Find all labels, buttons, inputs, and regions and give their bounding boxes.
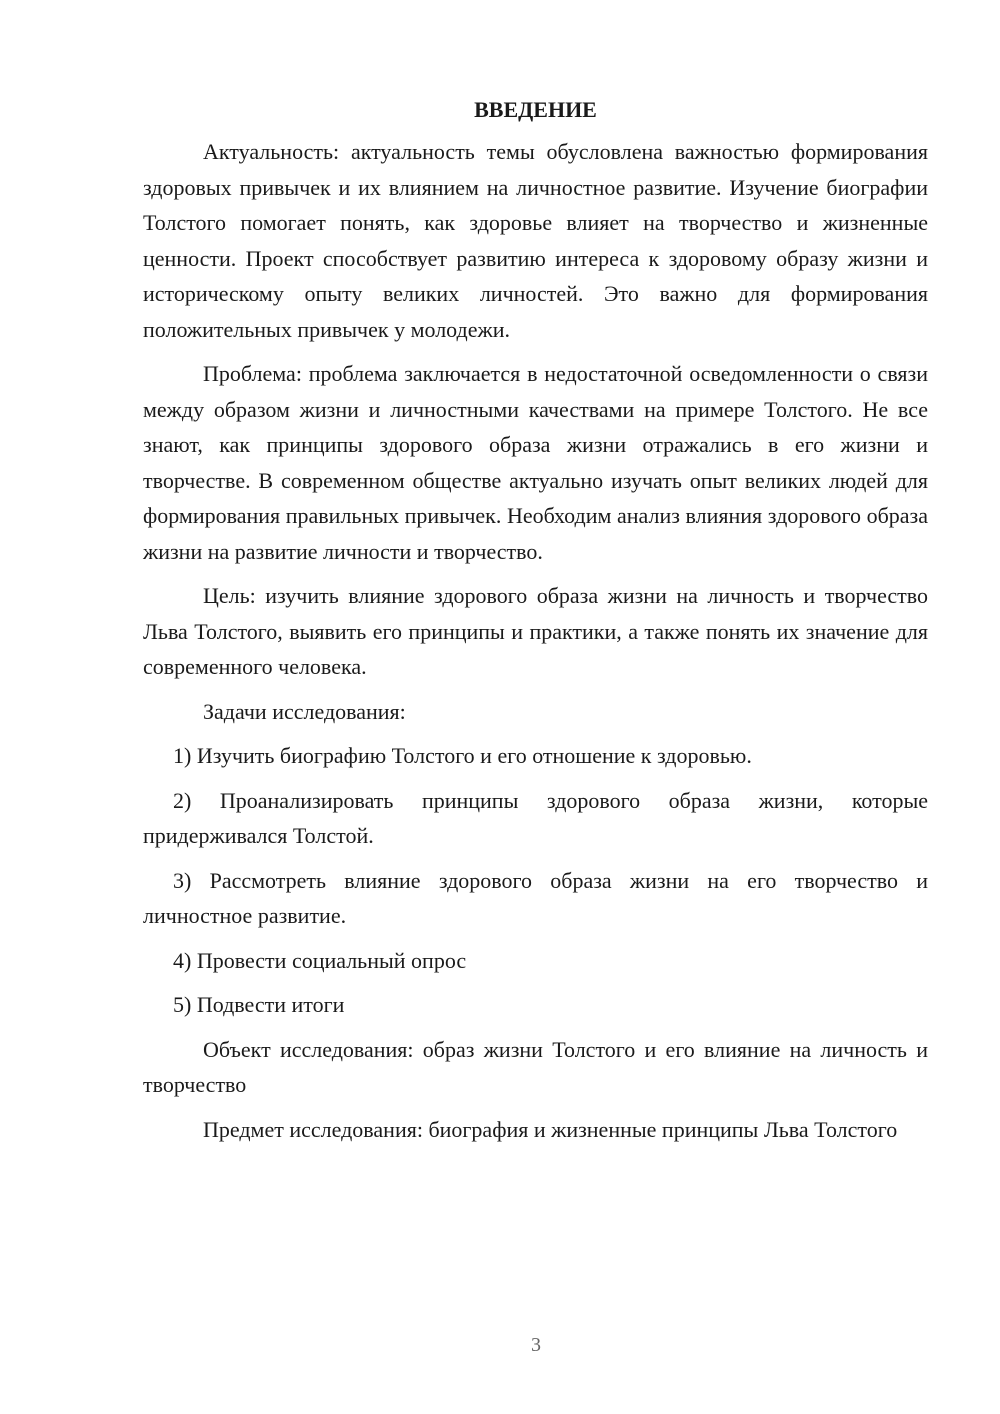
- task-item: 4) Провести социальный опрос: [173, 947, 467, 973]
- problem-paragraph: Проблема: проблема заключается в недостаточной осведомленности о связи между образом жизни и личностными качествами на примере Толстого. Не все знают, как принципы здорового образа жизни отражались в его жизни и творчестве. В современном обществе актуально изучать опыт великих людей для формирования правильных привычек. Необходим анализ влияния здорового образа жизни на развитие личности и творчество.: [143, 361, 928, 564]
- task-item: 2) Проанализировать принципы здорового образа жизни, которые придерживался Толстой.: [143, 787, 928, 848]
- page-title: ВВЕДЕНИЕ: [474, 97, 597, 122]
- goal-paragraph: Цель: изучить влияние здорового образа жизни на личность и творчество Льва Толстого, выявить его принципы и практики, а также понять их значение для современного человека.: [143, 583, 928, 679]
- task-item: 1) Изучить биографию Толстого и его отношение к здоровью.: [173, 743, 752, 768]
- relevance-paragraph: Актуальность: актуальность темы обусловлена важностью формирования здоровых привычек и их влиянием на личностное развитие. Изучение биографии Толстого помогает понять, как здоровье влияет на творчество и жизненные ценности. Проект способствует развитию интереса к здоровому образу жизни и историческому опыту великих личностей. Это важно для формирования положительных привычек у молодежи.: [143, 139, 928, 342]
- task-item: 5) Подвести итоги: [173, 992, 345, 1017]
- subject-paragraph: Предмет исследования: биография и жизненные принципы Льва Толстого: [203, 1116, 898, 1142]
- tasks-title: Задачи исследования:: [203, 698, 406, 724]
- document-page: [143, 92, 928, 1156]
- object-paragraph: Объект исследования: образ жизни Толстого и его влияние на личность и творчество: [143, 1036, 928, 1097]
- page-number: 3: [531, 1334, 541, 1356]
- task-item: 3) Рассмотреть влияние здорового образа жизни на его творчество и личностное развитие.: [143, 867, 928, 928]
